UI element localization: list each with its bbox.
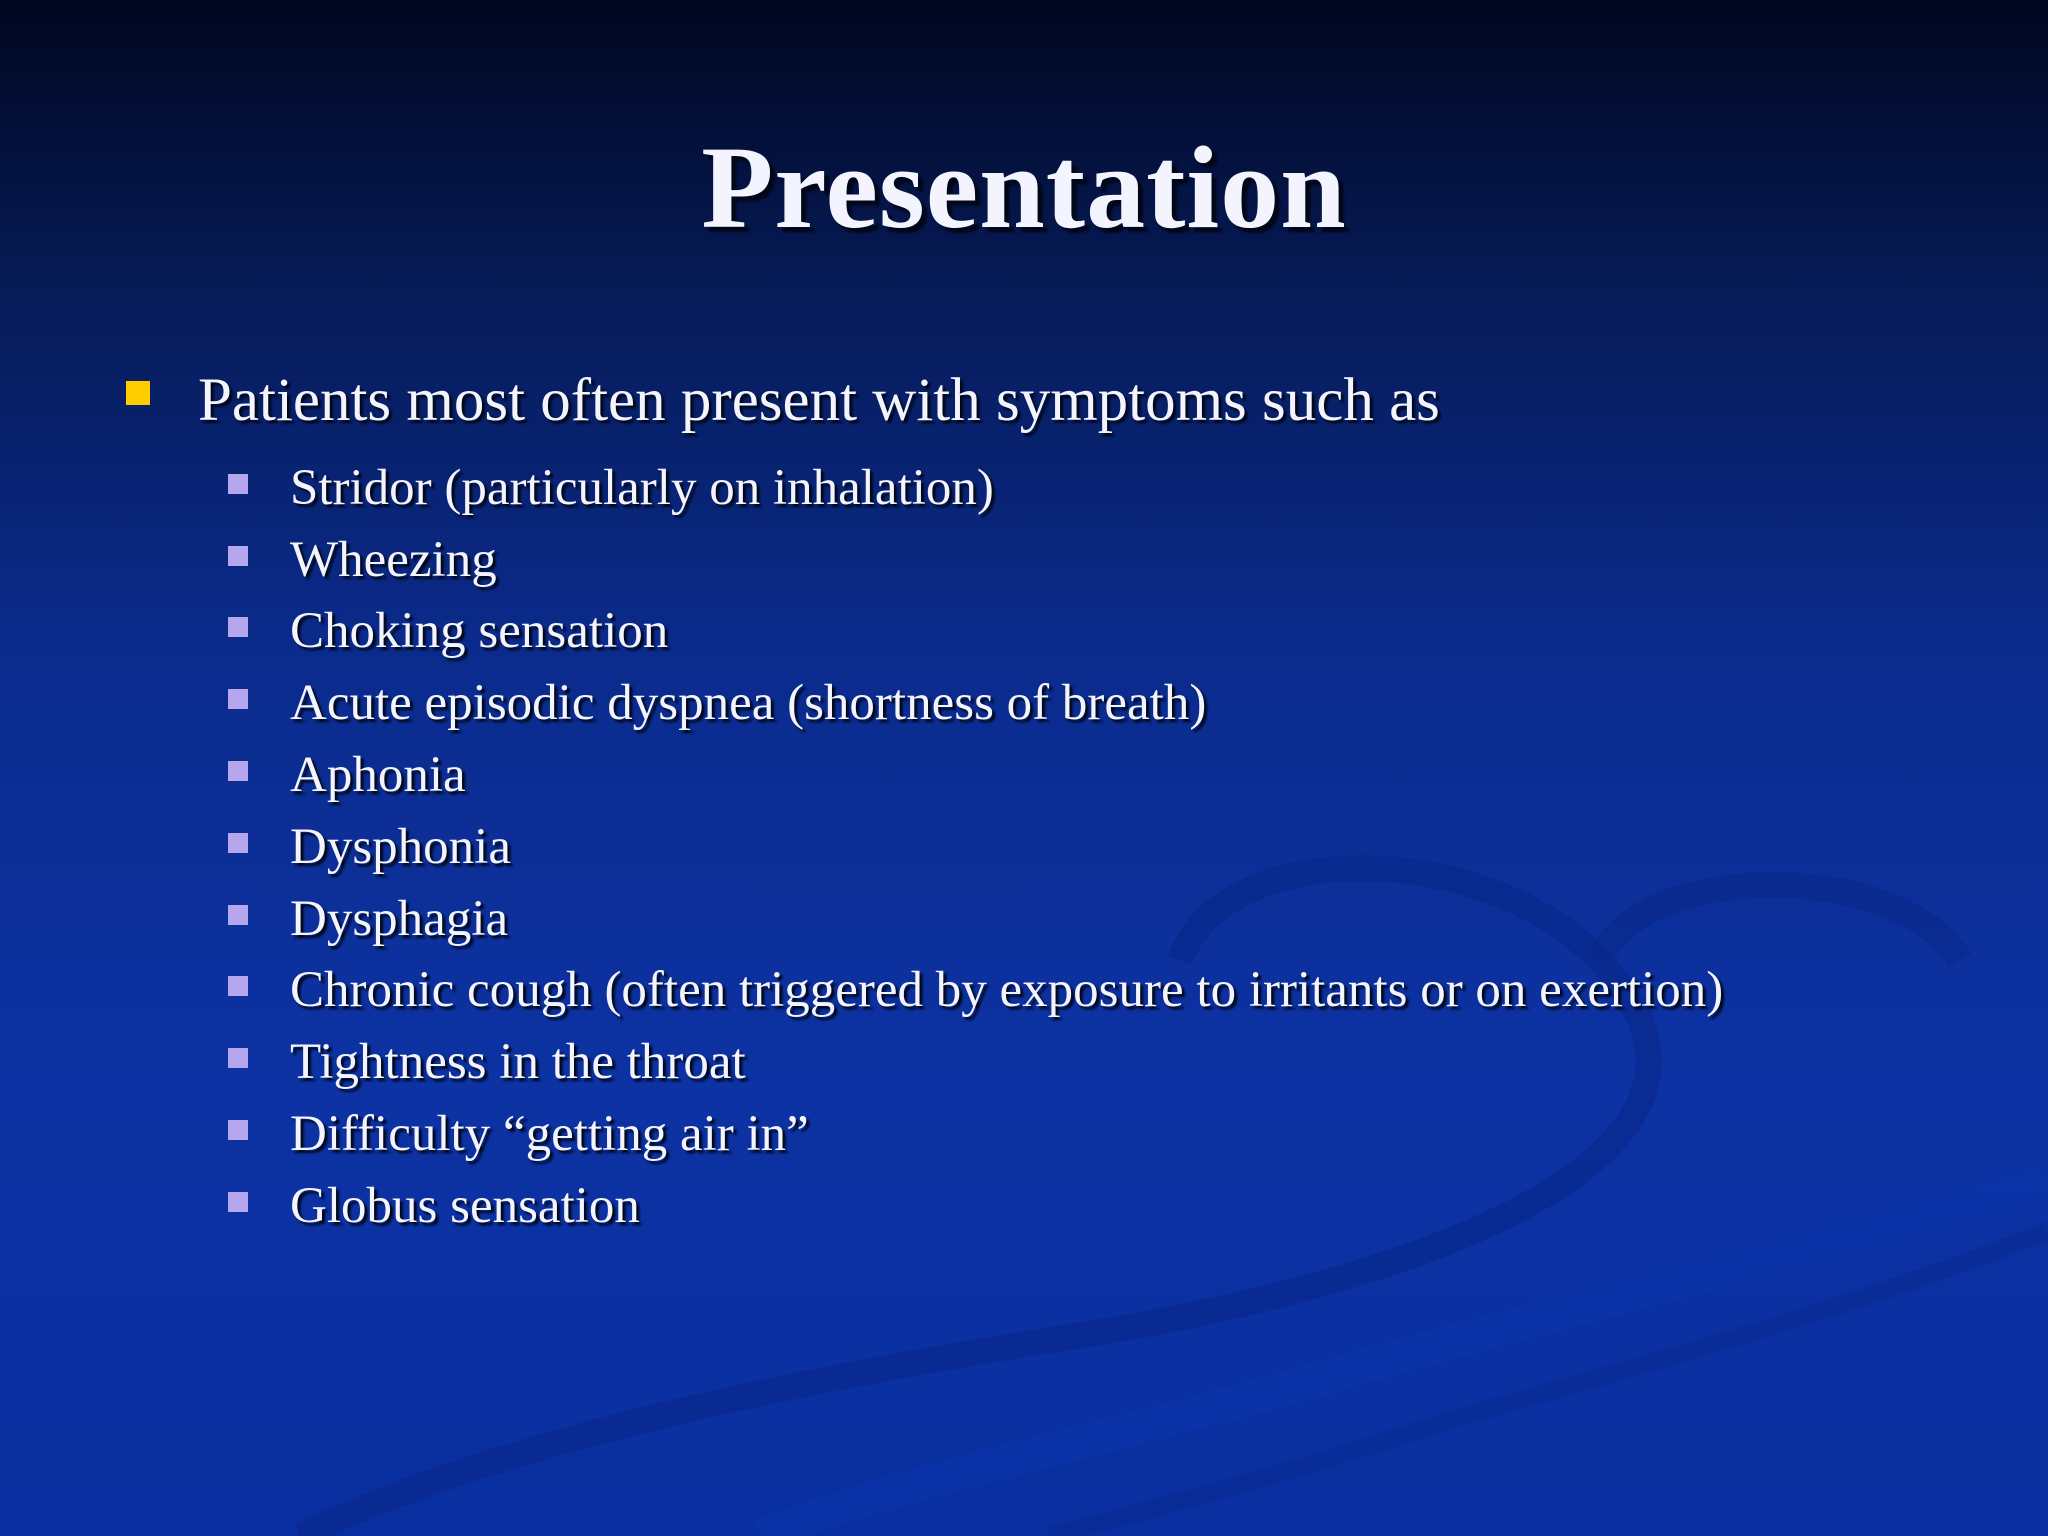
square-bullet-icon: [228, 761, 248, 781]
square-bullet-icon: [228, 546, 248, 566]
list-item-text: Acute episodic dyspnea (shortness of breath): [290, 675, 1207, 732]
list-item: [228, 739, 1723, 811]
square-bullet-icon: [228, 617, 248, 637]
square-bullet-icon: [228, 976, 248, 996]
main-bullet-text: Patients most often present with symptoms such as: [198, 367, 1440, 434]
list-item: [228, 955, 1723, 1027]
square-bullet-icon: [228, 1048, 248, 1068]
symptom-list: [228, 452, 1723, 1242]
square-bullet-icon: [228, 1120, 248, 1140]
list-item-text: Chronic cough (often triggered by exposure to irritants or on exertion): [290, 962, 1724, 1019]
square-bullet-icon: [228, 833, 248, 853]
list-item: [228, 883, 1723, 955]
list-item: [228, 524, 1723, 596]
slide-title: Presentation: [701, 122, 1347, 253]
list-item: [228, 1026, 1723, 1098]
list-item: [228, 1170, 1723, 1242]
square-bullet-icon: [126, 381, 150, 405]
list-item-text: Choking sensation: [290, 603, 669, 660]
list-item: [228, 667, 1723, 739]
list-item-text: Tightness in the throat: [290, 1034, 746, 1091]
square-bullet-icon: [228, 474, 248, 494]
square-bullet-icon: [228, 689, 248, 709]
list-item-text: Globus sensation: [290, 1177, 640, 1234]
list-item: [228, 596, 1723, 668]
square-bullet-icon: [228, 1192, 248, 1212]
list-item-text: Dysphonia: [290, 818, 511, 875]
list-item-text: Dysphagia: [290, 890, 509, 947]
list-item: [228, 452, 1723, 524]
list-item-text: Difficulty “getting air in”: [290, 1106, 809, 1163]
list-item: [228, 811, 1723, 883]
main-bullet: [126, 366, 1440, 436]
list-item-text: Aphonia: [290, 747, 466, 804]
list-item-text: Wheezing: [290, 531, 497, 588]
list-item: [228, 1098, 1723, 1170]
list-item-text: Stridor (particularly on inhalation): [290, 459, 994, 516]
square-bullet-icon: [228, 905, 248, 925]
